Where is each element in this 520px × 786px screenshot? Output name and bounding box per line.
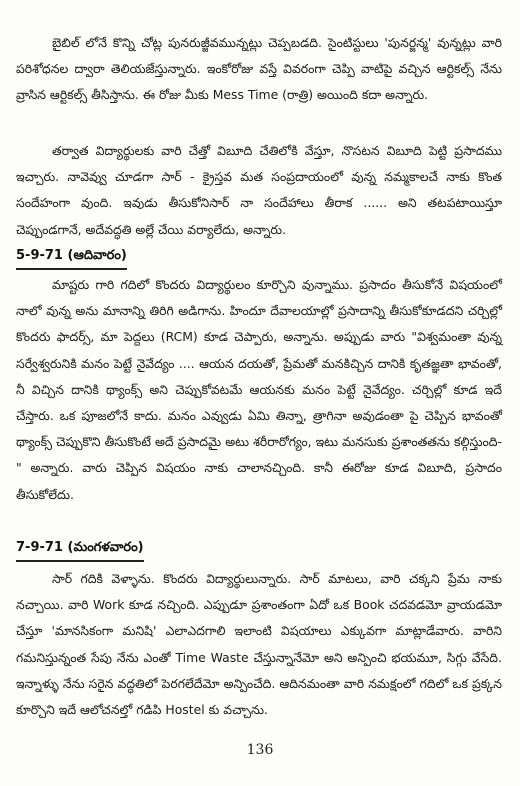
page-number: 136 [246,742,274,758]
paragraph-2 [16,138,502,243]
date-heading-2 [16,538,144,562]
paragraph-4-text: సార్ గదికి వెళ్ళాను. కొందరు విద్యార్థులున్నారు. సార్ మాటలు, వారి చక్కని ప్రేమ నాకు నచ్చాయి. వారి Work కూడ నచ్చింది. ఎప్పుడూ ప్రశాంతంగా ఏదో ఒక Book చదవడమో వ్రాయడమో చేస్తూ 'మానసికంగా మనిషి' ఎలాఎదగాలి ఇలాంటి విషయాలు ఎక్కువగా మాట్లాడేవారు. వారిని గమనిస్తున్నంత సేపు నేను ఎంతో Time Waste చేస్తున్నానేమో అని అన్పించి భయమూ, సిగ్గు వేసేది. ఇన్నాళ్ళు నేను సరైన వద్ధతిలో పెరగలేదేమో అన్పించేది. ఆదినమంతా వారి నమక్షంలో గదిలో ఒక ప్రక్కన కూర్చొని ఇదే ఆలోచనల్తో గడిపి Hostel కు వచ్చాను. [16,571,502,718]
paragraph-2-text: తర్వాత విద్యార్థులకు వారి చేత్తో విబూది చేతిలోకి వేస్తూ, నొసటన విబూది పెట్టి ప్రసాదము ఇచ్చారు. నావెవ్వు చూడగా సార్ - క్రైస్తవ మత సంప్రదాయంలో వున్న నమ్మకాలచే నాకు కొంత సందేహంగా వుంది. ఇవుడు తీసుకోనిసార్ నా సందేహాలు తీరాక ...... అని తటపటాయిస్తూ చెప్పుండగానే, అదేవద్ధతి అల్లే చేయి వర్యాలేదు, అన్నారు. [16,143,502,237]
date-heading-1-text: 5-9-71 (ఆదివారం) [16,246,127,270]
paragraph-4 [16,566,502,723]
date-heading-2-text: 7-9-71 (మంగళవారం) [16,538,144,562]
paragraph-1-text: బైబిల్ లోనే కొన్ని చోట్ల పునరుజ్జీవమున్నట్లు చెప్పబడది. సైంటిస్టులు 'పునర్జన్మ' వున్నట్లు వారి పరిశోధనల ద్వారా తెలియజేస్తున్నారు. ఇంకోరోజు వస్తే వివరంగా చెప్పి వాటిపై వచ్చిన ఆర్టికల్స్ నేను వ్రాసిన ఆర్టికల్స్ తీసిస్తాను. ఈ రోజు మీకు Mess Time (రాత్రి) అయింది కదా అన్నారు. [16,35,502,103]
paragraph-3-text: మాష్టరు గారి గదిలో కొందరు విద్యార్థులం కూర్చొని వున్నాము. ప్రసాదం తీసుకోనే విషయంలో నాలో వున్న అను మానాన్ని తిరిగి అడిగాను. హిందూ దేవాలయాల్లో ప్రసాదాన్ని తీసుకోకూడదని చర్చిల్లో కొందరు ఫాదర్స్, మా పెద్దలు (RCM) కూడ చెప్పారు, అన్నాను. అప్పుడు వారు "విశ్వమంతా వున్న సర్వేశ్వరునికి మనం పెట్టే నైవేద్యం .... ఆయన దయతో, ప్రేమతో మనకిచ్చిన దానికి కృతజ్ఞతా భావంతో, నీ విచ్చిన దానికి థ్యాంక్స్ అని చెప్పుకోవటమే ఆయనకు మనం పెట్టే నైవేద్యం. చర్చిల్లో కూడ ఇదే చేస్తారు. ఒక పూజలోనే కాదు. మనం ఎవ్వుడు ఏమి తిన్నా, త్రాగినా అవుడంతా పై చెప్పిన భావంతో థ్యాంక్స్ చెప్పుకొని తీసుకొంటే అదే ప్రసాదమై అటు శరీరారోగ్యం, ఇటు మనసుకు ప్రశాంతతను కల్గిస్తుంది-" అన్నారు. వారు చెప్పిన విషయం నాకు చాలానచ్చింది. కానీ ఈరోజు కూడ విబూది, ప్రసాదం తీసుకోలేదు. [16,277,502,502]
paragraph-3 [16,272,502,508]
paragraph-1 [16,30,502,109]
date-heading-1 [16,246,127,270]
